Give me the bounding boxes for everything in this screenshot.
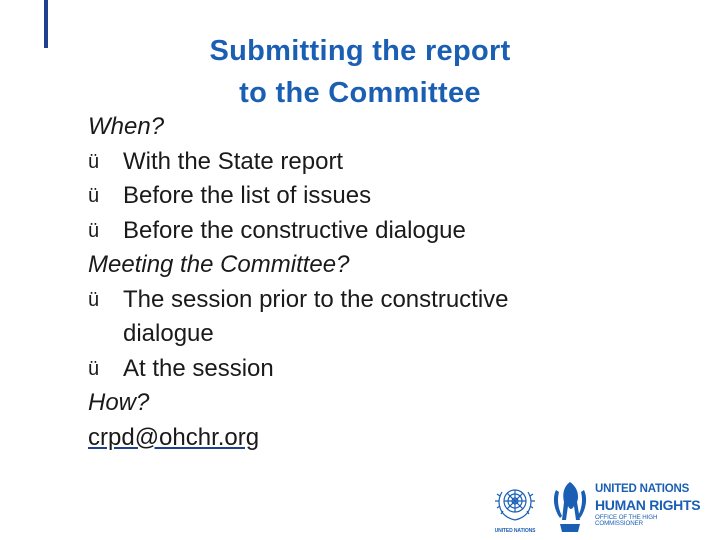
heading-when: When? [88,113,165,140]
un-caption: UNITED NATIONS [494,528,536,534]
ohchr-line-1: UNITED NATIONS [595,483,690,495]
slide-body [88,110,608,455]
email-link-text: crpd@ohchr.org [88,423,260,451]
ohchr-line-3: OFFICE OF THE HIGH COMMISSIONER [595,513,658,527]
checkmark-icon: ü [88,150,100,173]
checkmark-icon: ü [88,185,100,207]
checkmark-icon: ü [88,288,100,311]
list-item [88,214,608,249]
email-link-row [88,421,608,456]
heading-meeting: Meeting the Committee? [88,251,350,278]
title-line-1: Submitting the report [209,35,511,67]
ohchr-line-2: HUMAN RIGHTS [595,496,701,513]
footer-logos [490,478,705,536]
list-item [88,179,608,214]
list-item-text: The session prior to the constructive [123,285,509,313]
email-link[interactable] [88,424,259,451]
checkmark-icon: ü [88,357,100,380]
heading-how: How? [88,389,150,416]
list-item-text: At the session [123,354,274,382]
title-line-2: to the Committee [239,77,481,109]
list-item [88,283,608,352]
list-item [88,145,608,180]
list-item [88,352,608,387]
dove-hand-icon [550,480,590,534]
list-item-text-continued: dialogue [123,320,214,347]
list-item-text: Before the list of issues [123,182,372,209]
ohchr-wordmark [595,484,705,527]
accent-bar [44,0,48,48]
checkmark-icon: ü [88,219,100,242]
slide-title [150,30,570,114]
list-item-text: Before the constructive dialogue [123,216,466,244]
list-item-text: With the State report [123,147,344,175]
